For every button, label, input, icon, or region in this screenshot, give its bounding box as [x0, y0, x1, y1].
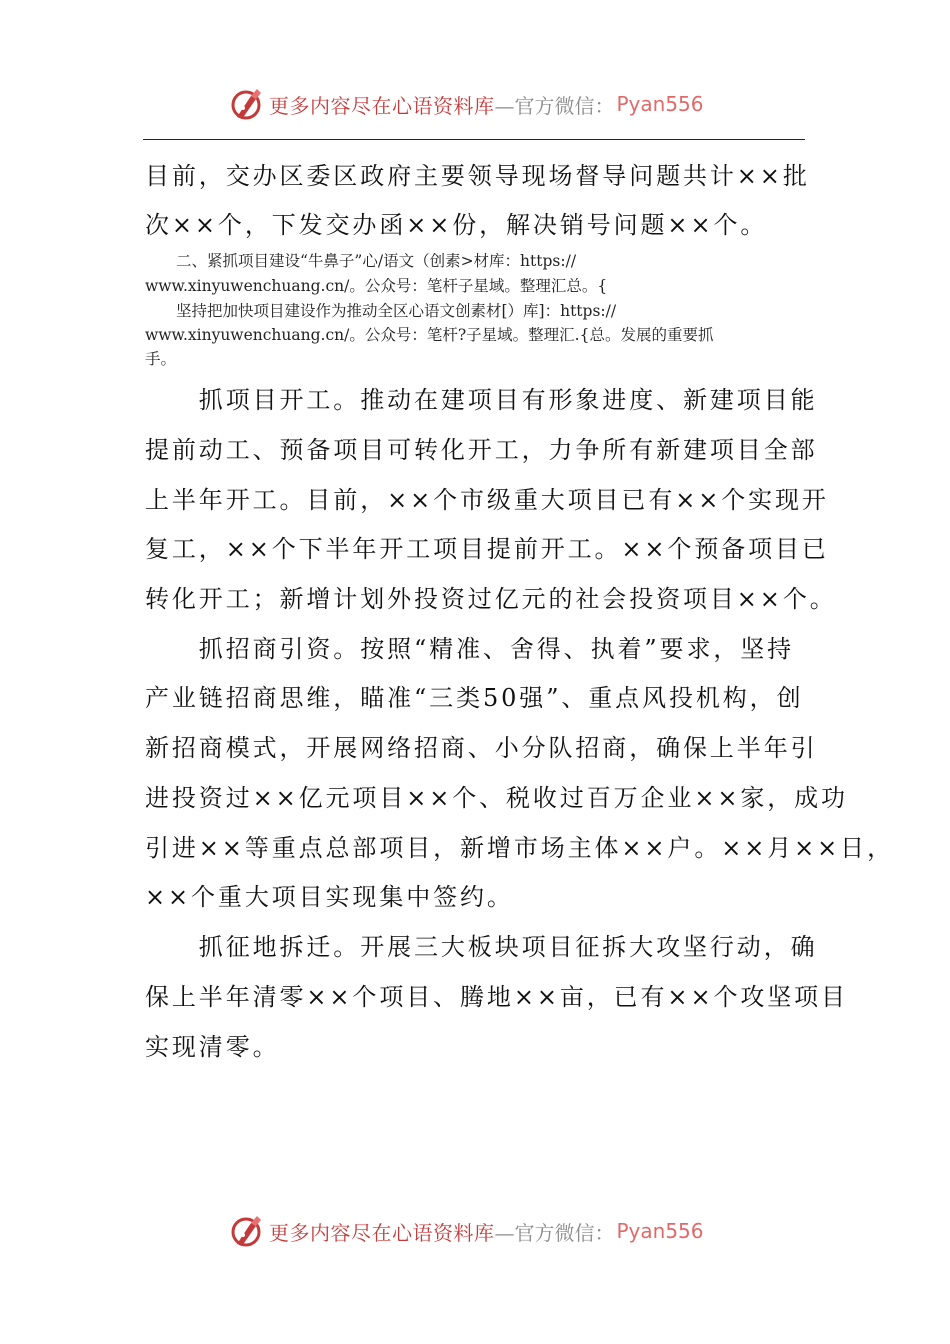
- body-line: 上半年开工。目前，××个市级重大项目已有××个实现开: [145, 486, 829, 514]
- brand-text: 更多内容尽在心语资料库: [269, 93, 495, 118]
- body-line: 提前动工、预备项目可转化开工，力争所有新建项目全部: [145, 436, 818, 464]
- body-line: 抓项目开工。推动在建项目有形象进度、新建项目能: [145, 386, 818, 414]
- brand-wechat-id: Pyan556: [616, 1219, 704, 1243]
- header-divider: [143, 139, 805, 140]
- body-line: 抓征地拆迁。开展三大板块项目征拆大攻坚行动，确: [145, 933, 818, 961]
- body-line-small: 坚持把加快项目建设作为推动全区心语文创素材[）库]：https://: [145, 302, 617, 320]
- body-line: 新招商模式，开展网络招商、小分队招商，确保上半年引: [145, 734, 818, 762]
- pen-logo-icon: [229, 86, 265, 122]
- brand-text: 更多内容尽在心语资料库: [269, 1220, 495, 1245]
- header-watermark: [229, 84, 704, 124]
- brand-wechat-id: Pyan556: [616, 92, 704, 116]
- body-line: 转化开工；新增计划外投资过亿元的社会投资项目××个。: [145, 585, 837, 613]
- body-line: 抓招商引资。按照“精准、舍得、执着”要求，坚持: [145, 635, 795, 663]
- body-line: 目前，交办区委区政府主要领导现场督导问题共计××批: [145, 162, 810, 190]
- pen-logo-icon: [229, 1213, 265, 1249]
- body-line: 实现清零。: [145, 1033, 280, 1061]
- footer-watermark: [229, 1211, 704, 1251]
- body-line: 复工，××个下半年开工项目提前开工。××个预备项目已: [145, 535, 829, 563]
- body-line: 产业链招商思维，瞄准“三类50强”、重点风投机构，创: [145, 684, 804, 712]
- body-line-small: www.xinyuwenchuang.cn/。公众号：笔杆子星域。整理汇总。{: [145, 277, 608, 295]
- body-line: 次××个，下发交办函××份，解决销号问题××个。: [145, 211, 768, 239]
- body-line: 进投资过××亿元项目××个、税收过百万企业××家，成功: [145, 784, 848, 812]
- body-line: 引进××等重点总部项目，新增市场主体××户。××月××日，: [145, 834, 894, 862]
- body-line: 保上半年清零××个项目、腾地××亩，已有××个攻坚项目: [145, 983, 848, 1011]
- body-line-small: 二、紧抓项目建设“牛鼻子”心/语文（创素>材库：https://: [145, 252, 577, 270]
- brand-separator: —官方微信：: [494, 1220, 615, 1245]
- brand-separator: —官方微信：: [494, 93, 615, 118]
- body-line: ××个重大项目实现集中签约。: [145, 883, 514, 911]
- body-line-small: www.xinyuwenchuang.cn/。公众号：笔杆?子星域。整理汇.{总。发展的重要抓: [145, 326, 714, 344]
- body-line-small: 手。: [145, 350, 177, 368]
